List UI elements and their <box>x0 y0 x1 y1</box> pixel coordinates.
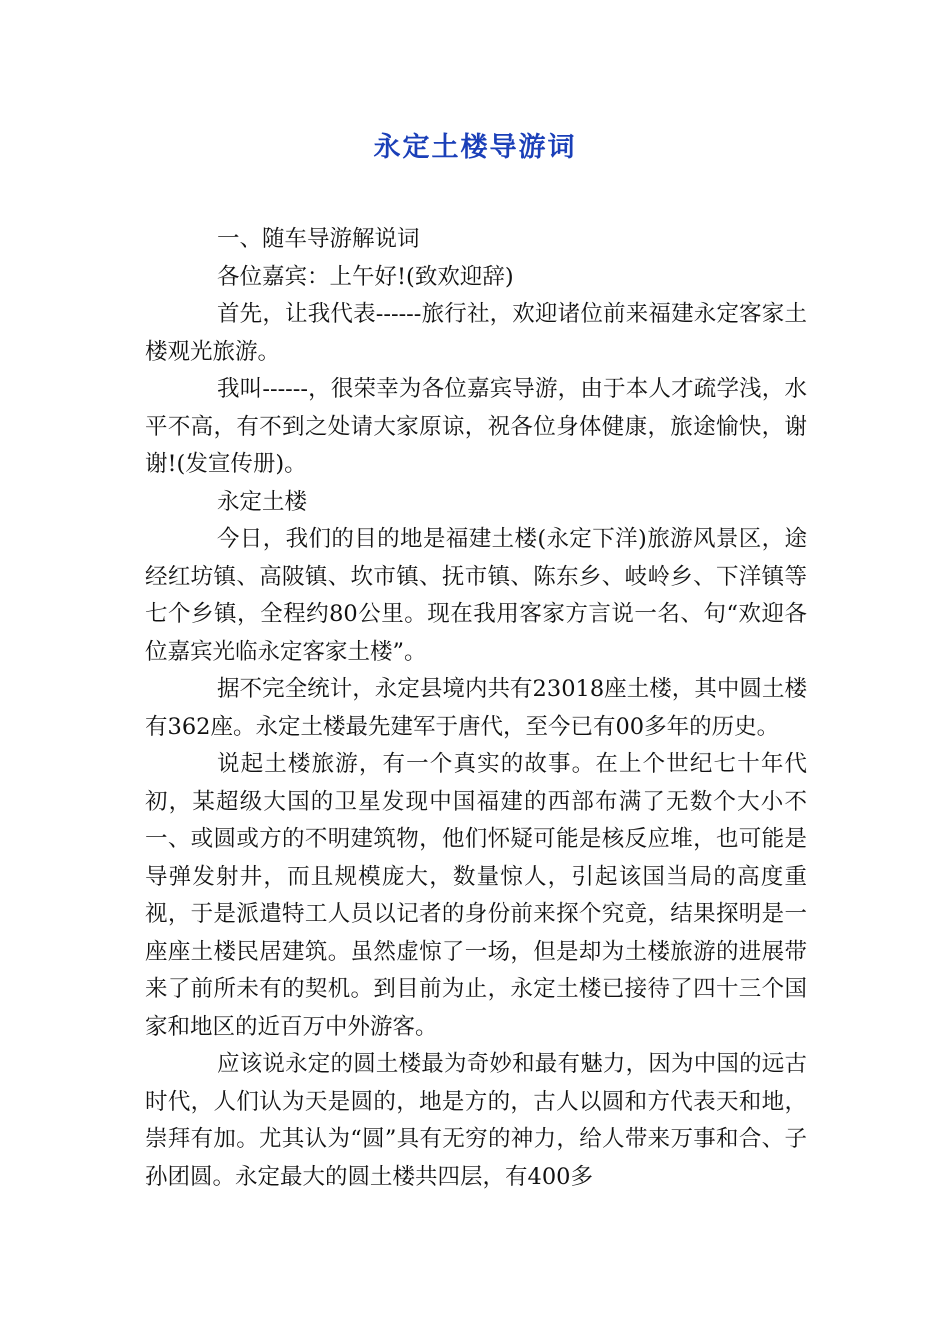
paragraph-section-heading: 一、随车导游解说词 <box>217 226 420 252</box>
paragraph-statistics: 据不完全统计，永定县境内共有23018座土楼，其中圆土楼有362座。永定土楼最先建军于唐代，至今已有00多年的历史。 <box>145 676 807 740</box>
paragraph-route: 今日，我们的目的地是福建土楼(永定下洋)旅游风景区，途经红坊镇、高陂镇、坎市镇、抚市镇、陈东乡、岐岭乡、下洋镇等七个乡镇，全程约80公里。现在我用客家方言说一名、句“欢迎各位嘉宾光临永定客家土楼”。 <box>145 526 807 665</box>
paragraph-subheading: 永定土楼 <box>217 488 308 515</box>
paragraph-greeting: 各位嘉宾：上午好!(致欢迎辞) <box>217 263 514 290</box>
paragraph-round-tulou: 应该说永定的圆土楼最为奇妙和最有魅力，因为中国的远古时代，人们认为天是圆的，地是方的，古人以圆和方代表天和地，崇拜有加。尤其认为“圆”具有无穷的神力，给人带来万事和合、子孙团圆。永定最大的圆土楼共四层，有400多 <box>145 1051 807 1190</box>
document-title: 永定土楼导游词 <box>373 132 577 163</box>
paragraph-welcome: 首先，让我代表------旅行社，欢迎诸位前来福建永定客家土楼观光旅游。 <box>145 301 807 365</box>
paragraph-introduction: 我叫------，很荣幸为各位嘉宾导游，由于本人才疏学浅，水平不高，有不到之处请大家原谅，祝各位身体健康，旅途愉快，谢谢!(发宣传册)。 <box>145 376 807 477</box>
paragraph-story: 说起土楼旅游，有一个真实的故事。在上个世纪七十年代初，某超级大国的卫星发现中国福建的西部布满了无数个大小不一、或圆或方的不明建筑物，他们怀疑可能是核反应堆，也可能是导弹发射井，而且规模庞大，数量惊人，引起该国当局的高度重视，于是派遣特工人员以记者的身份前来探个究竟，结果探明是一座座土楼民居建筑。虽然虚惊了一场，但是却为土楼旅游的进展带来了前所未有的契机。到目前为止，永定土楼已接待了四十三个国家和地区的近百万中外游客。 <box>145 751 807 1040</box>
document-body <box>145 221 807 1196</box>
